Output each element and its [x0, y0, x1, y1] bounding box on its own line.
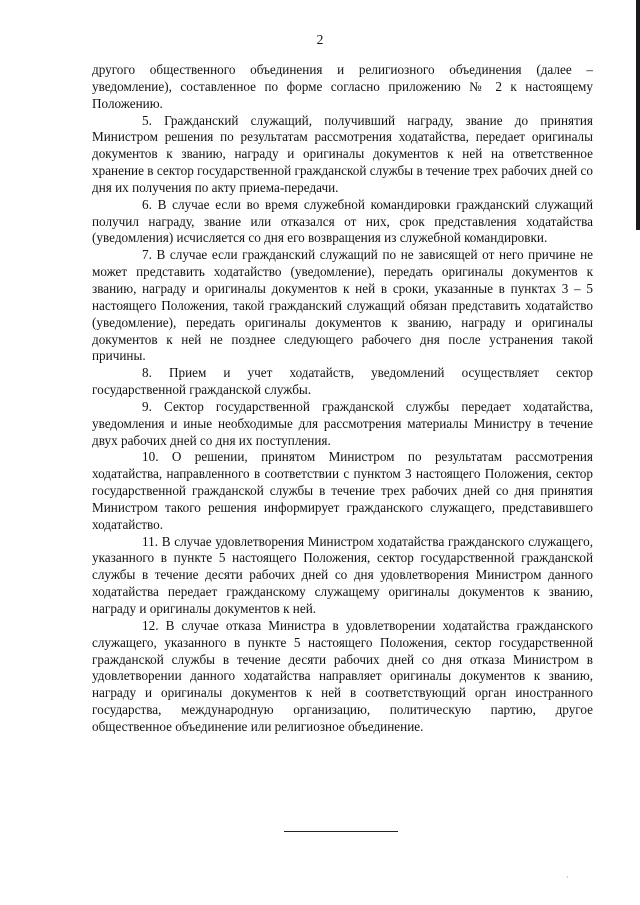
paragraph-continuation: другого общественного объединения и религиозного объединения (далее – уведомление), составленное по форме согласно приложению № 2 к настоящему Положению.	[92, 62, 593, 111]
paragraph-item-11: 11. В случае удовлетворения Министром ходатайства гражданского служащего, указанного в пункте 5 настоящего Положения, сектор государственной гражданской службы в течение десяти рабочих дней со дня удовлетворения Министром данного ходатайства передает гражданскому служащему оригиналы документов к званию, награду и оригиналы документов к ней.	[92, 533, 593, 616]
paragraph-item-10: 10. О решении, принятом Министром по результатам рассмотрения ходатайства, направленного в соответствии с пунктом 3 настоящего Положения, сектор государственной гражданской службы в течение трех рабочих дней со дня принятия Министром такого решения информирует гражданского служащего, представившего ходатайство.	[92, 449, 593, 532]
paragraph-item-8: 8. Прием и учет ходатайств, уведомлений осуществляет сектор государственной гражданской службы.	[92, 365, 593, 398]
end-separator-line	[284, 831, 398, 832]
page-number: 2	[316, 32, 324, 47]
paragraph-item-5: 5. Гражданский служащий, получивший награду, звание до принятия Министром решения по результатам рассмотрения ходатайства, передает оригиналы документов к званию, награду и оригиналы документов к ней на ответственное хранение в сектор государственной гражданской службы в течение трех рабочих дней со дня их получения по акту приема-передачи.	[92, 112, 593, 195]
paragraph-item-7: 7. В случае если гражданский служащий по не зависящей от него причине не может представить ходатайство (уведомление), передать оригиналы документов к званию, награду и оригиналы документов к ней в сроки, указанные в пунктах 3 – 5 настоящего Положения, такой гражданский служащий обязан представить ходатайство (уведомление), передать оригиналы документов к званию, награду и оригиналы документов к ней не позднее следующего рабочего дня после устранения такой причины.	[92, 247, 593, 364]
scan-dot-mark: ·	[566, 873, 569, 882]
paragraph-item-12: 12. В случае отказа Министра в удовлетворении ходатайства гражданского служащего, указанного в пункте 5 настоящего Положения, сектор государственной гражданской службы в течение десяти рабочих дней со дня отказа Министром в удовлетворении данного ходатайства направляет оригиналы документов к званию, награду и оригиналы документов к ней в соответствующий орган иностранного государства, международную организацию, политическую партию, другое общественное объединение или религиозное объединение.	[92, 617, 593, 734]
paragraph-item-6: 6. В случае если во время служебной командировки гражданский служащий получил награду, звание или отказался от них, срок представления ходатайства (уведомления) исчисляется со дня его возвращения из служебной командировки.	[92, 196, 593, 246]
scan-edge-mark	[636, 0, 640, 230]
paragraph-item-9: 9. Сектор государственной гражданской службы передает ходатайства, уведомления и иные необходимые для рассмотрения материалы Министру в течение двух рабочих дней со дня их поступления.	[92, 398, 593, 448]
document-body	[92, 62, 593, 736]
